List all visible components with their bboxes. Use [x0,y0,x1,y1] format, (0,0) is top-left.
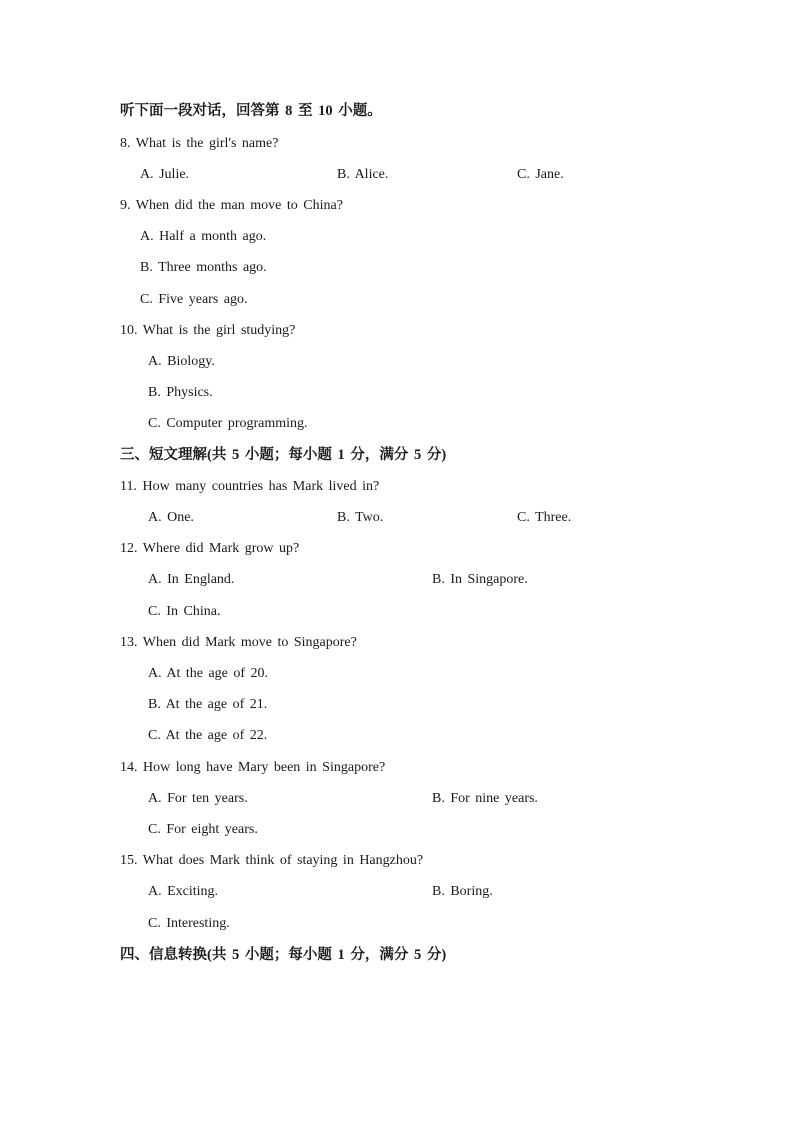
question-13-option-c: C. At the age of 22. [148,728,268,743]
question-11-option-b: B. Two. [337,510,384,525]
question-15-option-b: B. Boring. [432,884,493,899]
question-9-stem: 9. When did the man move to China? [120,198,343,213]
question-9-option-b: B. Three months ago. [140,260,267,275]
question-9-option-a: A. Half a month ago. [140,229,267,244]
question-13-option-a: A. At the age of 20. [148,666,269,681]
question-15-option-c: C. Interesting. [148,916,230,931]
listening-instruction: 听下面一段对话，回答第 8 至 10 小题。 [120,103,382,119]
question-14-stem: 14. How long have Mary been in Singapore? [120,760,386,775]
question-11-stem: 11. How many countries has Mark lived in? [120,479,380,494]
question-9-option-c: C. Five years ago. [140,292,248,307]
question-13-stem: 13. When did Mark move to Singapore? [120,635,357,650]
question-10-option-c: C. Computer programming. [148,416,308,431]
question-14-option-b: B. For nine years. [432,791,538,806]
question-12-option-b: B. In Singapore. [432,572,528,587]
question-14-option-c: C. For eight years. [148,822,258,837]
question-13-option-b: B. At the age of 21. [148,697,268,712]
question-8-option-a: A. Julie. [140,167,190,182]
question-8-stem: 8. What is the girl's name? [120,136,279,151]
question-10-option-b: B. Physics. [148,385,213,400]
section-3-heading: 三、短文理解(共 5 小题；每小题 1 分，满分 5 分) [120,447,447,463]
question-12-option-c: C. In China. [148,604,221,619]
question-10-stem: 10. What is the girl studying? [120,323,296,338]
question-8-option-c: C. Jane. [517,167,564,182]
question-15-stem: 15. What does Mark think of staying in Hangzhou? [120,853,424,868]
question-12-option-a: A. In England. [148,572,235,587]
question-12-stem: 12. Where did Mark grow up? [120,541,300,556]
question-10-option-a: A. Biology. [148,354,215,369]
question-11-option-c: C. Three. [517,510,572,525]
question-8-option-b: B. Alice. [337,167,389,182]
question-11-option-a: A. One. [148,510,194,525]
question-15-option-a: A. Exciting. [148,884,219,899]
section-4-heading: 四、信息转换(共 5 小题；每小题 1 分，满分 5 分) [120,947,447,963]
question-14-option-a: A. For ten years. [148,791,248,806]
